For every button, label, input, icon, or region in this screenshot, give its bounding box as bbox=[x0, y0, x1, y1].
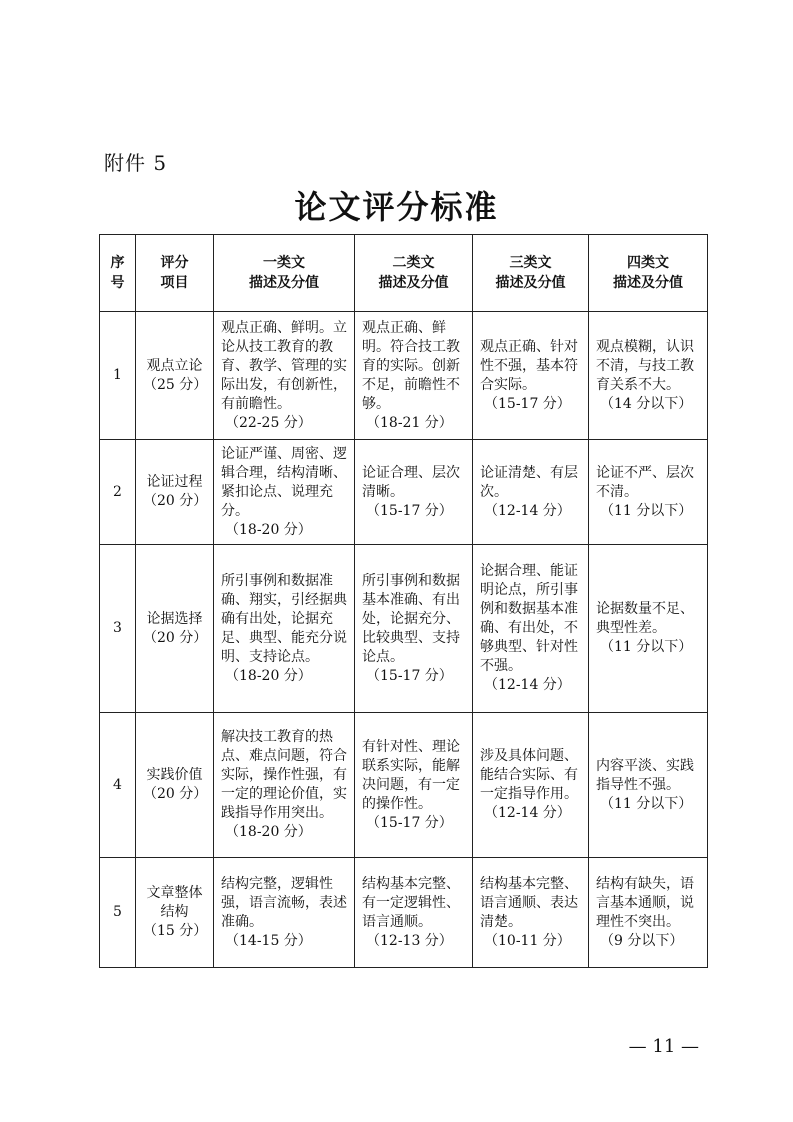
table-row bbox=[100, 545, 708, 713]
row-number: 4 bbox=[100, 713, 136, 858]
row-item: 论据选择 （20 分） bbox=[136, 545, 214, 713]
row-item: 观点立论 （25 分） bbox=[136, 312, 214, 440]
class-1-cell: 结构完整，逻辑性强，语言流畅，表述准确。 （14-15 分） bbox=[214, 858, 355, 968]
class-1-cell: 所引事例和数据准确、翔实，引经据典确有出处，论据充足、典型、能充分说明、支持论点。 （18-20 分） bbox=[214, 545, 355, 713]
table-row bbox=[100, 713, 708, 858]
table-row bbox=[100, 312, 708, 440]
class-4-cell: 观点模糊，认识不清，与技工教育关系不大。 （14 分以下） bbox=[589, 312, 708, 440]
class-3-cell: 观点正确、针对性不强，基本符合实际。 （15-17 分） bbox=[473, 312, 589, 440]
row-number: 2 bbox=[100, 440, 136, 545]
class-3-cell: 结构基本完整、语言通顺、表达清楚。 （10-11 分） bbox=[473, 858, 589, 968]
class-2-cell: 有针对性、理论联系实际，能解决问题，有一定的操作性。 （15-17 分） bbox=[355, 713, 473, 858]
table-row bbox=[100, 858, 708, 968]
header-class-2: 二类文 描述及分值 bbox=[355, 235, 473, 312]
class-4-cell: 论据数量不足、典型性差。 （11 分以下） bbox=[589, 545, 708, 713]
scoring-table bbox=[99, 234, 708, 968]
attachment-label: 附件 5 bbox=[104, 151, 168, 175]
class-1-cell: 解决技工教育的热点、难点问题，符合实际，操作性强，有一定的理论价值，实践指导作用突出。 （18-20 分） bbox=[214, 713, 355, 858]
row-item: 论证过程 （20 分） bbox=[136, 440, 214, 545]
class-4-cell: 论证不严、层次不清。 （11 分以下） bbox=[589, 440, 708, 545]
row-number: 1 bbox=[100, 312, 136, 440]
class-2-cell: 观点正确、鲜明。符合技工教育的实际。创新不足，前瞻性不够。 （18-21 分） bbox=[355, 312, 473, 440]
row-item: 文章整体结构 （15 分） bbox=[136, 858, 214, 968]
class-2-cell: 论证合理、层次清晰。 （15-17 分） bbox=[355, 440, 473, 545]
class-4-cell: 结构有缺失，语言基本通顺，说理性不突出。 （9 分以下） bbox=[589, 858, 708, 968]
header-item: 评分 项目 bbox=[136, 235, 214, 312]
class-1-cell: 观点正确、鲜明。立论从技工教育的教育、教学、管理的实际出发，有创新性，有前瞻性。 （22-25 分） bbox=[214, 312, 355, 440]
class-4-cell: 内容平淡、实践指导性不强。 （11 分以下） bbox=[589, 713, 708, 858]
header-class-3: 三类文 描述及分值 bbox=[473, 235, 589, 312]
header-num: 序 号 bbox=[100, 235, 136, 312]
table-row bbox=[100, 440, 708, 545]
page-number: — 11 — bbox=[628, 1036, 699, 1057]
row-item: 实践价值 （20 分） bbox=[136, 713, 214, 858]
class-2-cell: 结构基本完整、有一定逻辑性、语言通顺。 （12-13 分） bbox=[355, 858, 473, 968]
class-3-cell: 论证清楚、有层次。 （12-14 分） bbox=[473, 440, 589, 545]
header-class-4: 四类文 描述及分值 bbox=[589, 235, 708, 312]
class-1-cell: 论证严谨、周密、逻辑合理，结构清晰、紧扣论点、说理充分。 （18-20 分） bbox=[214, 440, 355, 545]
row-number: 5 bbox=[100, 858, 136, 968]
class-2-cell: 所引事例和数据基本准确、有出处，论据充分、比较典型、支持论点。 （15-17 分） bbox=[355, 545, 473, 713]
table-header-row bbox=[100, 235, 708, 312]
class-3-cell: 论据合理、能证明论点，所引事例和数据基本准确、有出处，不够典型、针对性不强。 （12-14 分） bbox=[473, 545, 589, 713]
row-number: 3 bbox=[100, 545, 136, 713]
header-class-1: 一类文 描述及分值 bbox=[214, 235, 355, 312]
class-3-cell: 涉及具体问题、能结合实际、有一定指导作用。 （12-14 分） bbox=[473, 713, 589, 858]
page-title: 论文评分标准 bbox=[294, 188, 499, 226]
